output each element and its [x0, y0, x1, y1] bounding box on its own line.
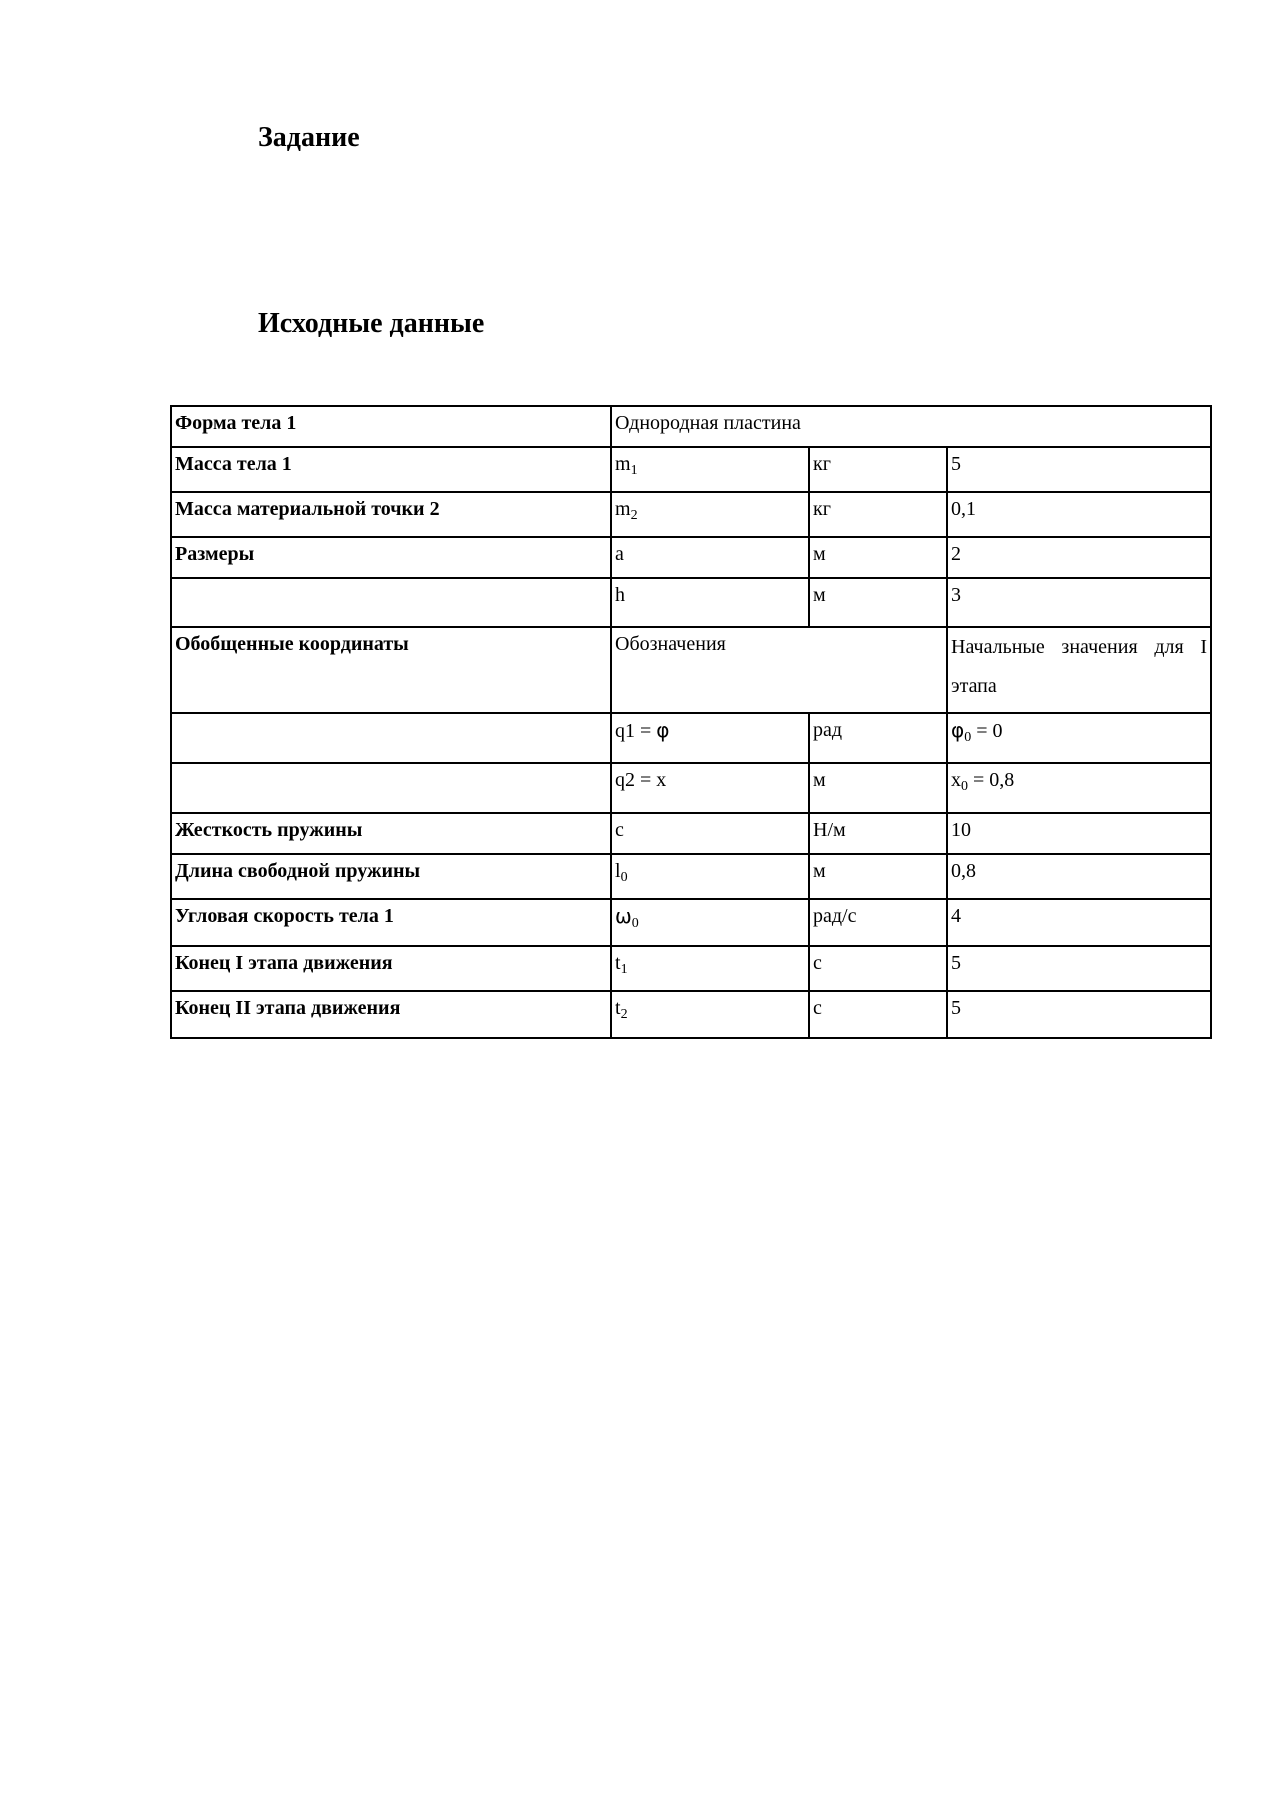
value: = 0 [976, 720, 1003, 742]
symbol-cell [611, 946, 809, 991]
symbol-cell [611, 492, 809, 537]
symbol: m [615, 498, 631, 520]
unit-cell: м [809, 763, 947, 813]
value-cell [947, 713, 1211, 763]
unit-cell: рад/с [809, 899, 947, 946]
row-label: Масса материальной точки 2 [171, 492, 611, 537]
symbol-cell: a [611, 537, 809, 578]
unit-cell: кг [809, 492, 947, 537]
row-label: Конец I этапа движения [171, 946, 611, 991]
symbol-cell: c [611, 813, 809, 854]
symbol: t [615, 997, 621, 1019]
symbol-cell [611, 899, 809, 946]
table-row [171, 578, 1211, 627]
row-label: Масса тела 1 [171, 447, 611, 492]
unit-cell: м [809, 578, 947, 627]
designations-header: Обозначения [611, 627, 947, 713]
value-cell: 0,8 [947, 854, 1211, 899]
symbol-subscript: 1 [620, 962, 628, 977]
symbol-subscript: 0 [964, 730, 972, 745]
symbol-subscript: 0 [631, 916, 639, 931]
table-row [171, 627, 1211, 713]
symbol-cell [611, 991, 809, 1038]
table-row [171, 537, 1211, 578]
table-row [171, 447, 1211, 492]
unit-cell: м [809, 537, 947, 578]
table-row [171, 492, 1211, 537]
source-data-table [170, 405, 1212, 1039]
table-row [171, 763, 1211, 813]
row-label [171, 578, 611, 627]
value-cell: 3 [947, 578, 1211, 627]
table-row [171, 899, 1211, 946]
symbol-subscript: 0 [961, 779, 968, 794]
table-row [171, 713, 1211, 763]
value-cell: 4 [947, 899, 1211, 946]
heading-task: Задание [258, 122, 360, 153]
heading-source-data: Исходные данные [258, 308, 485, 339]
value-cell: 5 [947, 447, 1211, 492]
row-label [171, 713, 611, 763]
table-row [171, 991, 1211, 1038]
value-cell: 2 [947, 537, 1211, 578]
table-row [171, 406, 1211, 447]
value-cell: 10 [947, 813, 1211, 854]
table-row [171, 946, 1211, 991]
unit-cell: рад [809, 713, 947, 763]
row-label: Конец II этапа движения [171, 991, 611, 1038]
table-row [171, 813, 1211, 854]
symbol-subscript: 2 [630, 508, 638, 523]
omega-symbol: ω [615, 904, 632, 928]
value-cell: 0,1 [947, 492, 1211, 537]
symbol-cell [611, 854, 809, 899]
symbol: q1 = [615, 720, 657, 742]
symbol: x [951, 769, 961, 791]
symbol-subscript: 1 [630, 463, 638, 478]
row-label: Размеры [171, 537, 611, 578]
unit-cell: Н/м [809, 813, 947, 854]
row-label: Длина свободной пружины [171, 854, 611, 899]
row-label: Угловая скорость тела 1 [171, 899, 611, 946]
value: = 0,8 [968, 769, 1015, 791]
initial-values-header: Начальные значения для I этапа [947, 627, 1211, 713]
unit-cell: с [809, 946, 947, 991]
row-label: Обобщенные координаты [171, 627, 611, 713]
value-cell [947, 763, 1211, 813]
symbol-cell [611, 713, 809, 763]
symbol: m [615, 453, 631, 475]
unit-cell: кг [809, 447, 947, 492]
symbol-cell: q2 = x [611, 763, 809, 813]
value-cell: 5 [947, 991, 1211, 1038]
phi-symbol: φ [656, 718, 670, 742]
body-shape-value: Однородная пластина [611, 406, 1211, 447]
unit-cell: м [809, 854, 947, 899]
symbol-cell: h [611, 578, 809, 627]
unit-cell: с [809, 991, 947, 1038]
symbol-cell [611, 447, 809, 492]
phi-symbol: φ [951, 718, 965, 742]
symbol-subscript: 0 [620, 870, 628, 885]
value-cell: 5 [947, 946, 1211, 991]
table-row [171, 854, 1211, 899]
row-label: Жесткость пружины [171, 813, 611, 854]
row-label: Форма тела 1 [171, 406, 611, 447]
symbol-subscript: 2 [620, 1007, 628, 1022]
symbol: l [615, 860, 621, 882]
symbol: t [615, 952, 621, 974]
row-label [171, 763, 611, 813]
